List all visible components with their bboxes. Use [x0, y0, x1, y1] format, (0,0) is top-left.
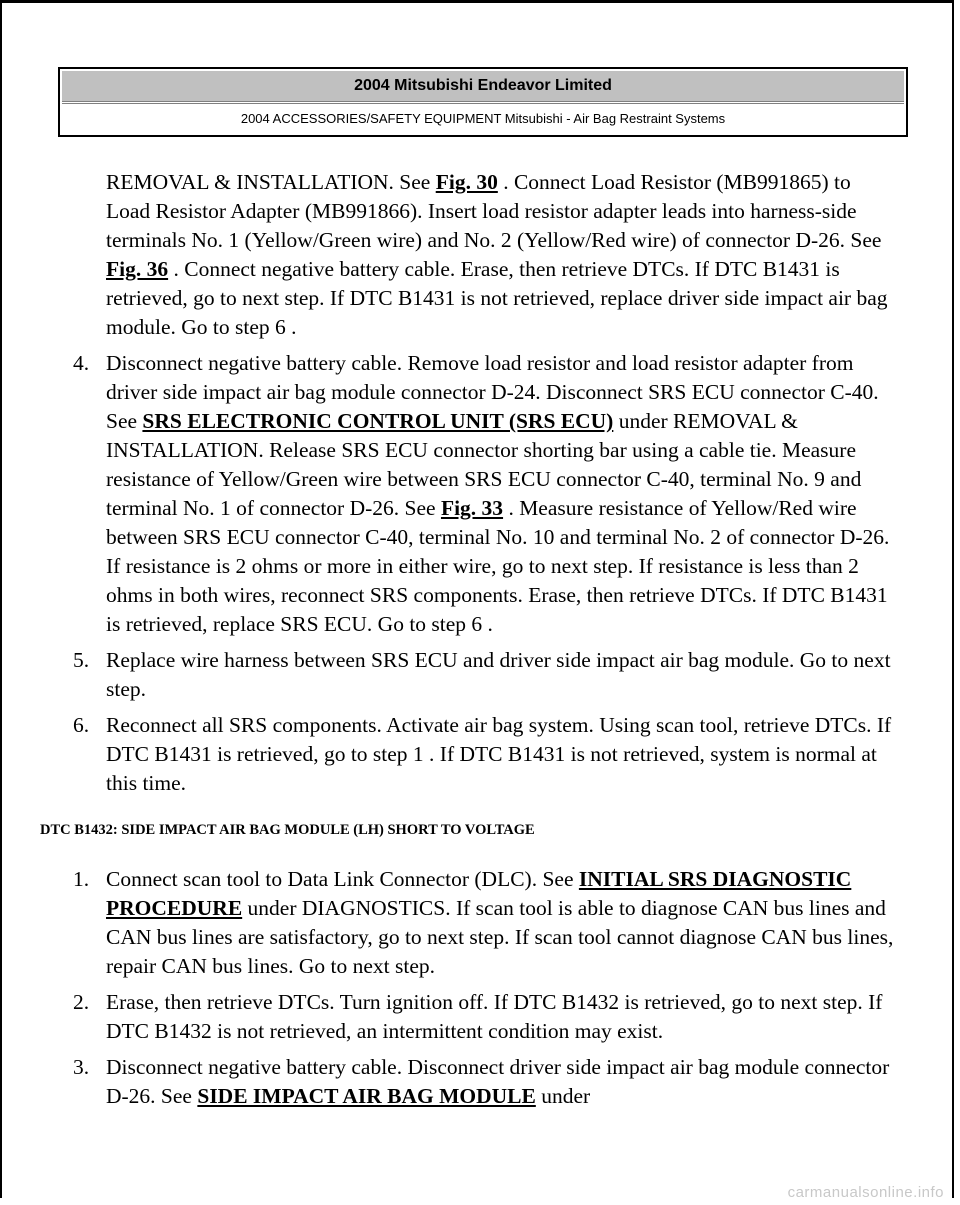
fig-33-link[interactable]: Fig. 33 [440, 496, 504, 520]
step-text: Reconnect all SRS components. Activate air bag system. Using scan tool, retrieve DTCs. If DTC B1431 is retrieved, go to step 1 . If DTC B1431 is not retrieved, system is normal at this time. [106, 713, 892, 795]
document-header [58, 67, 908, 137]
b1432-step-2 [0, 988, 960, 1046]
step-text: . Measure resistance of Yellow/Red wire between SRS ECU connector C-40, terminal No. 10 and terminal No. 2 of connector D-26. If resistance is 2 ohms or more in either wire, go to next step. If resistance is less than 2 ohms in both wires, reconnect SRS components. Erase, then retrieve DTCs. If DTC B1431 is retrieved, replace SRS ECU. Go to step 6 . [106, 496, 890, 636]
step-number: 6. [73, 713, 90, 737]
step-5 [0, 646, 960, 704]
fig-36-link[interactable]: Fig. 36 [106, 257, 169, 281]
site-watermark: carmanualsonline.info [787, 1184, 944, 1201]
fig-30-link[interactable]: Fig. 30 [435, 170, 498, 194]
initial-srs-diagnostic-link[interactable]: INITIAL SRS DIAGNOSTIC PROCEDURE [106, 867, 852, 920]
vehicle-title: 2004 Mitsubishi Endeavor Limited [62, 71, 904, 102]
step-number: 1. [73, 867, 90, 891]
srs-ecu-link[interactable]: SRS ELECTRONIC CONTROL UNIT (SRS ECU) [142, 409, 614, 433]
document-body [0, 168, 960, 1118]
step-6 [0, 711, 960, 798]
b1432-step-1 [0, 865, 960, 981]
step-text: Disconnect negative battery cable. Remove load resistor and load resistor adapter from driver side impact air bag module connector D-24. Disconnect SRS ECU connector C-40. See [106, 351, 879, 433]
section-subtitle: 2004 ACCESSORIES/SAFETY EQUIPMENT Mitsubishi - Air Bag Restraint Systems [62, 103, 904, 134]
step-text: Erase, then retrieve DTCs. Turn ignition off. If DTC B1432 is retrieved, go to next step. If DTC B1432 is not retrieved, an intermittent condition may exist. [106, 990, 883, 1043]
step-text: Connect scan tool to Data Link Connector (DLC). See [106, 867, 579, 891]
step-number: 2. [73, 990, 90, 1014]
intro-text-1: REMOVAL & INSTALLATION. See [106, 170, 436, 194]
b1432-step-3 [0, 1053, 960, 1111]
step-number: 4. [73, 351, 90, 375]
step-4 [0, 349, 960, 639]
step-text: Disconnect negative battery cable. Disconnect driver side impact air bag module connector D-26. See [106, 1055, 890, 1108]
step-number: 3. [73, 1055, 90, 1079]
step-text: under REMOVAL & INSTALLATION. Release SRS ECU connector shorting bar using a cable tie. Measure resistance of Yellow/Green wire between SRS ECU connector C-40, terminal No. 9 and terminal No. 1 of connector D-26. See [106, 409, 862, 520]
side-impact-air-bag-module-link[interactable]: SIDE IMPACT AIR BAG MODULE [197, 1084, 536, 1108]
intro-text-3: . Connect negative battery cable. Erase, then retrieve DTCs. If DTC B1431 is retrieved, go to next step. If DTC B1431 is not retrieved, replace driver side impact air bag module. Go to step 6 . [106, 257, 888, 339]
intro-paragraph [0, 168, 960, 342]
step-text: Replace wire harness between SRS ECU and driver side impact air bag module. Go to next step. [106, 648, 891, 701]
step-text: under [535, 1084, 591, 1108]
intro-text-2: . Connect Load Resistor (MB991865) to Load Resistor Adapter (MB991866). Insert load resistor adapter leads into harness-side terminals No. 1 (Yellow/Green wire) and No. 2 (Yellow/Red wire) of connector D-26. See [106, 170, 882, 252]
dtc-b1432-heading: DTC B1432: SIDE IMPACT AIR BAG MODULE (LH) SHORT TO VOLTAGE [40, 822, 535, 838]
step-text: under DIAGNOSTICS. If scan tool is able to diagnose CAN bus lines and CAN bus lines are satisfactory, go to next step. If scan tool cannot diagnose CAN bus lines, repair CAN bus lines. Go to next step. [106, 896, 894, 978]
step-number: 5. [73, 648, 90, 672]
